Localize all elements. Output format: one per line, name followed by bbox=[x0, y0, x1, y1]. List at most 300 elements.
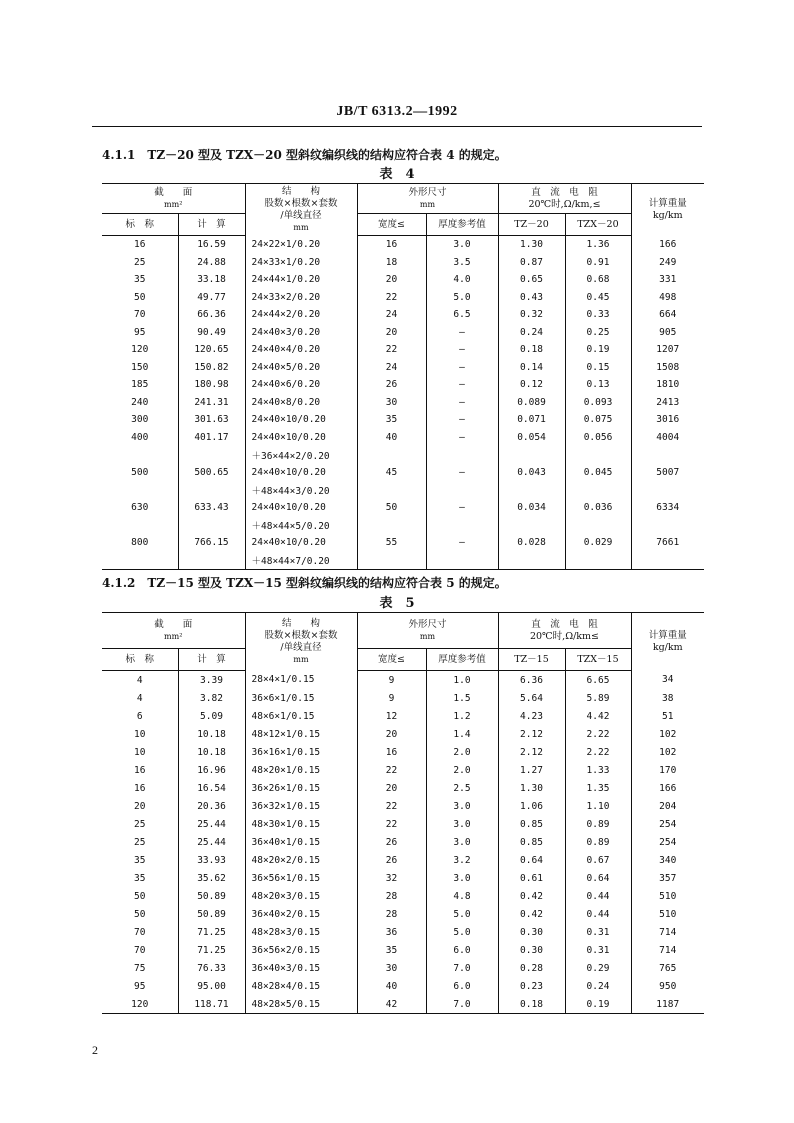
cell-structure: 24×40×10/0.20 bbox=[245, 429, 357, 447]
calculated-header: 计 算 bbox=[178, 214, 245, 236]
cell-thickness: 1.0 bbox=[426, 671, 498, 690]
cell-nominal: 25 bbox=[134, 818, 146, 830]
cell-res-tz: 4.23 bbox=[498, 707, 565, 725]
cell-thickness: — bbox=[426, 411, 498, 429]
cell-structure: 36×16×1/0.15 bbox=[245, 743, 357, 761]
cell-res-tzx: 4.42 bbox=[565, 707, 631, 725]
cell-structure: 48×20×1/0.15 bbox=[245, 761, 357, 779]
resistance-header: 直 流 电 阻 20℃时,Ω/km,≤ bbox=[498, 184, 631, 214]
cell-thickness: — bbox=[426, 341, 498, 359]
cell-res-tz: 1.27 bbox=[498, 761, 565, 779]
cell-structure: 24×33×1/0.20 bbox=[245, 254, 357, 272]
cell-res-tz: 0.071 bbox=[498, 411, 565, 429]
cell-structure: 24×33×2/0.20 bbox=[245, 289, 357, 307]
cell-weight: 1810 bbox=[631, 376, 704, 394]
width-header: 宽度≤ bbox=[357, 214, 426, 236]
cell-calculated: 71.25 bbox=[178, 941, 245, 959]
cell-res-tz: 0.43 bbox=[498, 289, 565, 307]
cell-calculated: 33.18 bbox=[178, 271, 245, 289]
cell-res-tzx: 2.22 bbox=[565, 725, 631, 743]
cell-thickness: 6.0 bbox=[426, 977, 498, 995]
cell-thickness bbox=[426, 446, 498, 464]
cell-calculated: 766.15 bbox=[178, 534, 245, 552]
cell-res-tz: 0.65 bbox=[498, 271, 565, 289]
table-row bbox=[102, 499, 704, 517]
cell-calculated: 90.49 bbox=[178, 324, 245, 342]
table-row bbox=[102, 429, 704, 447]
cell-thickness: 2.0 bbox=[426, 761, 498, 779]
table-row bbox=[102, 779, 704, 797]
cell-res-tzx: 1.36 bbox=[565, 236, 631, 254]
cell-width bbox=[357, 551, 426, 569]
cell-weight: 510 bbox=[631, 905, 704, 923]
cell-width: 55 bbox=[357, 534, 426, 552]
cell-thickness: — bbox=[426, 534, 498, 552]
cell-width: 9 bbox=[357, 671, 426, 690]
cell-calculated: 35.62 bbox=[178, 869, 245, 887]
cell-calculated bbox=[178, 551, 245, 569]
cell-weight: 765 bbox=[631, 959, 704, 977]
cell-res-tzx: 1.35 bbox=[565, 779, 631, 797]
cell-nominal bbox=[102, 446, 178, 464]
cell-nominal: 10 bbox=[134, 728, 146, 740]
table-row bbox=[102, 359, 704, 377]
cell-weight: 664 bbox=[631, 306, 704, 324]
cell-thickness bbox=[426, 516, 498, 534]
cell-calculated: 24.88 bbox=[178, 254, 245, 272]
header-rule bbox=[92, 126, 702, 127]
cell-res-tzx bbox=[565, 551, 631, 569]
cell-res-tzx: 2.22 bbox=[565, 743, 631, 761]
cell-width: 42 bbox=[357, 995, 426, 1014]
cell-thickness: — bbox=[426, 359, 498, 377]
cell-res-tzx: 0.19 bbox=[565, 995, 631, 1014]
cell-thickness: 3.0 bbox=[426, 833, 498, 851]
cell-structure: 36×56×2/0.15 bbox=[245, 941, 357, 959]
cell-res-tzx: 0.13 bbox=[565, 376, 631, 394]
cell-res-tz: 0.18 bbox=[498, 341, 565, 359]
cell-res-tz: 0.12 bbox=[498, 376, 565, 394]
cell-res-tzx: 0.036 bbox=[565, 499, 631, 517]
cell-structure: 36×40×1/0.15 bbox=[245, 833, 357, 851]
cell-res-tz: 0.85 bbox=[498, 815, 565, 833]
weight-header: 计算重量 kg/km bbox=[631, 184, 704, 236]
table-row bbox=[102, 977, 704, 995]
cell-structure: 48×12×1/0.15 bbox=[245, 725, 357, 743]
tz15-header: TZ－15 bbox=[498, 649, 565, 671]
table-row bbox=[102, 833, 704, 851]
cell-calculated: 33.93 bbox=[178, 851, 245, 869]
cell-width: 22 bbox=[357, 797, 426, 815]
cell-weight: 102 bbox=[631, 743, 704, 761]
cell-width: 9 bbox=[357, 689, 426, 707]
table-row bbox=[102, 464, 704, 482]
cell-nominal: 10 bbox=[134, 746, 146, 758]
cell-calculated: 20.36 bbox=[178, 797, 245, 815]
table-row bbox=[102, 725, 704, 743]
cell-calculated: 10.18 bbox=[178, 725, 245, 743]
cell-res-tzx: 0.045 bbox=[565, 464, 631, 482]
table-row bbox=[102, 923, 704, 941]
cell-calculated: 120.65 bbox=[178, 341, 245, 359]
cell-structure: 48×28×5/0.15 bbox=[245, 995, 357, 1014]
cell-res-tz: 0.42 bbox=[498, 887, 565, 905]
cell-res-tz: 0.043 bbox=[498, 464, 565, 482]
cell-structure: ＋48×44×7/0.20 bbox=[245, 551, 357, 569]
calculated-header: 计 算 bbox=[178, 649, 245, 671]
table-row bbox=[102, 376, 704, 394]
cell-weight: 714 bbox=[631, 923, 704, 941]
cell-width: 35 bbox=[357, 941, 426, 959]
cell-res-tzx: 6.65 bbox=[565, 671, 631, 690]
cell-thickness bbox=[426, 551, 498, 569]
cell-thickness: 6.0 bbox=[426, 941, 498, 959]
cell-calculated: 633.43 bbox=[178, 499, 245, 517]
cell-nominal: 400 bbox=[131, 431, 149, 443]
cell-weight: 51 bbox=[631, 707, 704, 725]
cell-res-tz: 0.64 bbox=[498, 851, 565, 869]
table-row bbox=[102, 306, 704, 324]
cell-thickness: — bbox=[426, 394, 498, 412]
cell-structure: 24×40×3/0.20 bbox=[245, 324, 357, 342]
cell-res-tz: 0.30 bbox=[498, 941, 565, 959]
cell-structure: 36×40×2/0.15 bbox=[245, 905, 357, 923]
cell-res-tz: 0.30 bbox=[498, 923, 565, 941]
cell-res-tzx: 0.075 bbox=[565, 411, 631, 429]
cell-thickness: — bbox=[426, 376, 498, 394]
cell-width: 16 bbox=[357, 743, 426, 761]
cell-calculated: 10.18 bbox=[178, 743, 245, 761]
cell-calculated: 16.59 bbox=[178, 236, 245, 254]
cell-width: 28 bbox=[357, 905, 426, 923]
cell-weight bbox=[631, 446, 704, 464]
cell-structure: 24×22×1/0.20 bbox=[245, 236, 357, 254]
cell-res-tz: 2.12 bbox=[498, 743, 565, 761]
cell-thickness: 3.0 bbox=[426, 797, 498, 815]
cell-res-tzx: 0.33 bbox=[565, 306, 631, 324]
cell-res-tz: 0.61 bbox=[498, 869, 565, 887]
cell-weight: 905 bbox=[631, 324, 704, 342]
tz20-header: TZ－20 bbox=[498, 214, 565, 236]
cell-weight bbox=[631, 481, 704, 499]
cell-res-tz bbox=[498, 446, 565, 464]
cell-width: 24 bbox=[357, 359, 426, 377]
cell-weight: 340 bbox=[631, 851, 704, 869]
cell-res-tz: 0.23 bbox=[498, 977, 565, 995]
cell-width: 16 bbox=[357, 236, 426, 254]
cell-weight: 6334 bbox=[631, 499, 704, 517]
cell-structure: 24×40×6/0.20 bbox=[245, 376, 357, 394]
cell-width: 18 bbox=[357, 254, 426, 272]
cell-nominal: 25 bbox=[134, 836, 146, 848]
cell-nominal: 4 bbox=[136, 692, 143, 704]
cell-calculated: 150.82 bbox=[178, 359, 245, 377]
table-row bbox=[102, 341, 704, 359]
cell-width: 28 bbox=[357, 887, 426, 905]
nominal-header: 标 称 bbox=[102, 649, 178, 671]
cell-structure: 24×40×10/0.20 bbox=[245, 464, 357, 482]
section-header: 截 面 mm² bbox=[102, 184, 245, 214]
cell-thickness: 3.2 bbox=[426, 851, 498, 869]
cell-weight: 357 bbox=[631, 869, 704, 887]
cell-calculated: 180.98 bbox=[178, 376, 245, 394]
table-row bbox=[102, 289, 704, 307]
cell-calculated bbox=[178, 481, 245, 499]
cell-nominal: 50 bbox=[134, 908, 146, 920]
cell-thickness: — bbox=[426, 464, 498, 482]
table-row bbox=[102, 743, 704, 761]
cell-thickness: 3.0 bbox=[426, 236, 498, 254]
cell-nominal: 70 bbox=[134, 309, 146, 321]
cell-nominal: 75 bbox=[134, 962, 146, 974]
cell-res-tzx: 0.056 bbox=[565, 429, 631, 447]
cell-nominal: 630 bbox=[131, 501, 149, 513]
cell-structure: 48×30×1/0.15 bbox=[245, 815, 357, 833]
cell-thickness: 5.0 bbox=[426, 923, 498, 941]
resistance-header: 直 流 电 阻 20℃时,Ω/km≤ bbox=[498, 613, 631, 649]
cell-thickness: 2.5 bbox=[426, 779, 498, 797]
cell-width: 20 bbox=[357, 725, 426, 743]
cell-nominal: 120 bbox=[131, 998, 149, 1010]
cell-nominal: 300 bbox=[131, 414, 149, 426]
cell-structure: 48×28×3/0.15 bbox=[245, 923, 357, 941]
cell-weight: 498 bbox=[631, 289, 704, 307]
table-row bbox=[102, 254, 704, 272]
cell-res-tzx: 0.31 bbox=[565, 923, 631, 941]
cell-res-tz: 0.42 bbox=[498, 905, 565, 923]
cell-res-tz: 0.054 bbox=[498, 429, 565, 447]
weight-header: 计算重量 kg/km bbox=[631, 613, 704, 671]
cell-weight: 331 bbox=[631, 271, 704, 289]
cell-res-tz: 0.24 bbox=[498, 324, 565, 342]
cell-weight: 204 bbox=[631, 797, 704, 815]
cell-nominal: 16 bbox=[134, 782, 146, 794]
cell-res-tz: 0.028 bbox=[498, 534, 565, 552]
cell-res-tz bbox=[498, 551, 565, 569]
cell-nominal: 120 bbox=[131, 344, 149, 356]
cell-res-tzx: 0.91 bbox=[565, 254, 631, 272]
cell-nominal: 500 bbox=[131, 466, 149, 478]
cell-nominal: 95 bbox=[134, 326, 146, 338]
cell-weight: 4004 bbox=[631, 429, 704, 447]
table-row bbox=[102, 869, 704, 887]
width-header: 宽度≤ bbox=[357, 649, 426, 671]
cell-structure: ＋48×44×3/0.20 bbox=[245, 481, 357, 499]
cell-structure: 24×40×5/0.20 bbox=[245, 359, 357, 377]
cell-res-tzx: 0.093 bbox=[565, 394, 631, 412]
thickness-header: 厚度参考值 bbox=[426, 214, 498, 236]
cell-thickness: 3.5 bbox=[426, 254, 498, 272]
page-header-title: JB/T 6313.2—1992 bbox=[336, 104, 458, 119]
cell-weight bbox=[631, 551, 704, 569]
cell-structure: 24×44×2/0.20 bbox=[245, 306, 357, 324]
cell-nominal bbox=[102, 481, 178, 499]
clause-4-1-2: 4.1.2 TZ－15 型及 TZX－15 型斜纹编织线的结构应符合表 5 的规定。 bbox=[102, 576, 507, 590]
cell-structure: 36×56×1/0.15 bbox=[245, 869, 357, 887]
cell-width: 22 bbox=[357, 289, 426, 307]
cell-weight: 1508 bbox=[631, 359, 704, 377]
cell-weight: 102 bbox=[631, 725, 704, 743]
cell-thickness: — bbox=[426, 324, 498, 342]
cell-nominal: 16 bbox=[134, 764, 146, 776]
cell-res-tzx bbox=[565, 516, 631, 534]
cell-width: 45 bbox=[357, 464, 426, 482]
table-row bbox=[102, 851, 704, 869]
cell-nominal bbox=[102, 551, 178, 569]
table-row bbox=[102, 959, 704, 977]
cell-nominal: 185 bbox=[131, 379, 149, 391]
cell-calculated: 5.09 bbox=[178, 707, 245, 725]
cell-structure: 48×6×1/0.15 bbox=[245, 707, 357, 725]
cell-width: 30 bbox=[357, 394, 426, 412]
cell-nominal: 95 bbox=[134, 980, 146, 992]
cell-width: 50 bbox=[357, 499, 426, 517]
cell-weight: 166 bbox=[631, 236, 704, 254]
cell-width: 32 bbox=[357, 869, 426, 887]
dims-header: 外形尺寸 mm bbox=[357, 613, 498, 649]
cell-width: 36 bbox=[357, 923, 426, 941]
cell-calculated: 49.77 bbox=[178, 289, 245, 307]
table-row bbox=[102, 236, 704, 254]
cell-res-tz: 0.14 bbox=[498, 359, 565, 377]
cell-thickness: — bbox=[426, 429, 498, 447]
table-row bbox=[102, 995, 704, 1014]
cell-res-tz bbox=[498, 481, 565, 499]
cell-res-tzx: 0.44 bbox=[565, 905, 631, 923]
cell-res-tzx: 0.68 bbox=[565, 271, 631, 289]
cell-res-tz: 5.64 bbox=[498, 689, 565, 707]
cell-width: 22 bbox=[357, 815, 426, 833]
cell-structure: 24×44×1/0.20 bbox=[245, 271, 357, 289]
cell-structure: 36×26×1/0.15 bbox=[245, 779, 357, 797]
cell-res-tzx: 0.29 bbox=[565, 959, 631, 977]
cell-weight: 254 bbox=[631, 815, 704, 833]
cell-calculated: 118.71 bbox=[178, 995, 245, 1014]
cell-res-tz: 0.87 bbox=[498, 254, 565, 272]
thickness-header: 厚度参考值 bbox=[426, 649, 498, 671]
cell-structure: 24×40×10/0.20 bbox=[245, 499, 357, 517]
cell-weight: 714 bbox=[631, 941, 704, 959]
cell-width: 22 bbox=[357, 341, 426, 359]
cell-weight: 1187 bbox=[631, 995, 704, 1014]
table-row bbox=[102, 671, 704, 690]
cell-calculated: 3.82 bbox=[178, 689, 245, 707]
cell-thickness: — bbox=[426, 499, 498, 517]
cell-thickness bbox=[426, 481, 498, 499]
cell-nominal: 150 bbox=[131, 361, 149, 373]
tzx20-header: TZX－20 bbox=[565, 214, 631, 236]
cell-weight: 254 bbox=[631, 833, 704, 851]
cell-res-tzx: 0.64 bbox=[565, 869, 631, 887]
table-4 bbox=[102, 183, 704, 570]
dims-header: 外形尺寸 mm bbox=[357, 184, 498, 214]
table-5-caption: 表 5 bbox=[379, 596, 415, 611]
cell-thickness: 7.0 bbox=[426, 995, 498, 1014]
cell-weight: 1207 bbox=[631, 341, 704, 359]
cell-thickness: 7.0 bbox=[426, 959, 498, 977]
cell-res-tz: 0.28 bbox=[498, 959, 565, 977]
cell-width: 12 bbox=[357, 707, 426, 725]
cell-thickness: 5.0 bbox=[426, 905, 498, 923]
table-4-caption: 表 4 bbox=[379, 167, 415, 182]
cell-calculated: 16.96 bbox=[178, 761, 245, 779]
cell-nominal: 70 bbox=[134, 926, 146, 938]
cell-res-tzx: 1.33 bbox=[565, 761, 631, 779]
cell-structure: 24×40×10/0.20 bbox=[245, 411, 357, 429]
cell-res-tzx: 0.67 bbox=[565, 851, 631, 869]
cell-calculated: 401.17 bbox=[178, 429, 245, 447]
cell-weight: 166 bbox=[631, 779, 704, 797]
cell-width bbox=[357, 516, 426, 534]
cell-width: 30 bbox=[357, 959, 426, 977]
cell-weight: 2413 bbox=[631, 394, 704, 412]
cell-calculated: 50.89 bbox=[178, 887, 245, 905]
cell-calculated: 301.63 bbox=[178, 411, 245, 429]
structure-header: 结 构 股数×根数×套数 /单线直径 mm bbox=[245, 613, 357, 671]
table-row bbox=[102, 324, 704, 342]
cell-width: 40 bbox=[357, 429, 426, 447]
cell-thickness: 5.0 bbox=[426, 289, 498, 307]
cell-res-tzx: 0.15 bbox=[565, 359, 631, 377]
cell-width bbox=[357, 446, 426, 464]
cell-nominal: 35 bbox=[134, 872, 146, 884]
cell-width bbox=[357, 481, 426, 499]
cell-width: 20 bbox=[357, 271, 426, 289]
cell-res-tz: 1.30 bbox=[498, 236, 565, 254]
cell-nominal: 16 bbox=[134, 239, 146, 251]
cell-calculated: 500.65 bbox=[178, 464, 245, 482]
structure-header: 结 构 股数×根数×套数 /单线直径 mm bbox=[245, 184, 357, 236]
cell-nominal: 4 bbox=[136, 674, 143, 686]
cell-thickness: 1.5 bbox=[426, 689, 498, 707]
cell-structure: 48×28×4/0.15 bbox=[245, 977, 357, 995]
cell-res-tzx: 0.31 bbox=[565, 941, 631, 959]
table-row bbox=[102, 551, 704, 569]
cell-structure: ＋48×44×5/0.20 bbox=[245, 516, 357, 534]
cell-res-tzx bbox=[565, 446, 631, 464]
cell-res-tz: 0.85 bbox=[498, 833, 565, 851]
cell-structure: 36×40×3/0.15 bbox=[245, 959, 357, 977]
cell-structure: 24×40×4/0.20 bbox=[245, 341, 357, 359]
cell-weight: 249 bbox=[631, 254, 704, 272]
cell-width: 35 bbox=[357, 411, 426, 429]
cell-nominal: 35 bbox=[134, 854, 146, 866]
cell-thickness: 6.5 bbox=[426, 306, 498, 324]
cell-weight: 5007 bbox=[631, 464, 704, 482]
section-header: 截 面 mm² bbox=[102, 613, 245, 649]
cell-res-tz: 1.06 bbox=[498, 797, 565, 815]
table-row bbox=[102, 411, 704, 429]
cell-weight: 7661 bbox=[631, 534, 704, 552]
cell-calculated: 241.31 bbox=[178, 394, 245, 412]
cell-res-tz bbox=[498, 516, 565, 534]
cell-calculated: 3.39 bbox=[178, 671, 245, 690]
cell-calculated: 50.89 bbox=[178, 905, 245, 923]
table-row bbox=[102, 516, 704, 534]
cell-nominal: 25 bbox=[134, 256, 146, 268]
cell-nominal: 20 bbox=[134, 800, 146, 812]
cell-nominal: 70 bbox=[134, 944, 146, 956]
cell-res-tz: 0.034 bbox=[498, 499, 565, 517]
cell-weight: 34 bbox=[631, 671, 704, 690]
table-row bbox=[102, 271, 704, 289]
cell-nominal: 50 bbox=[134, 291, 146, 303]
cell-res-tz: 0.18 bbox=[498, 995, 565, 1014]
cell-thickness: 4.0 bbox=[426, 271, 498, 289]
cell-nominal: 800 bbox=[131, 536, 149, 548]
cell-width: 26 bbox=[357, 851, 426, 869]
cell-thickness: 4.8 bbox=[426, 887, 498, 905]
